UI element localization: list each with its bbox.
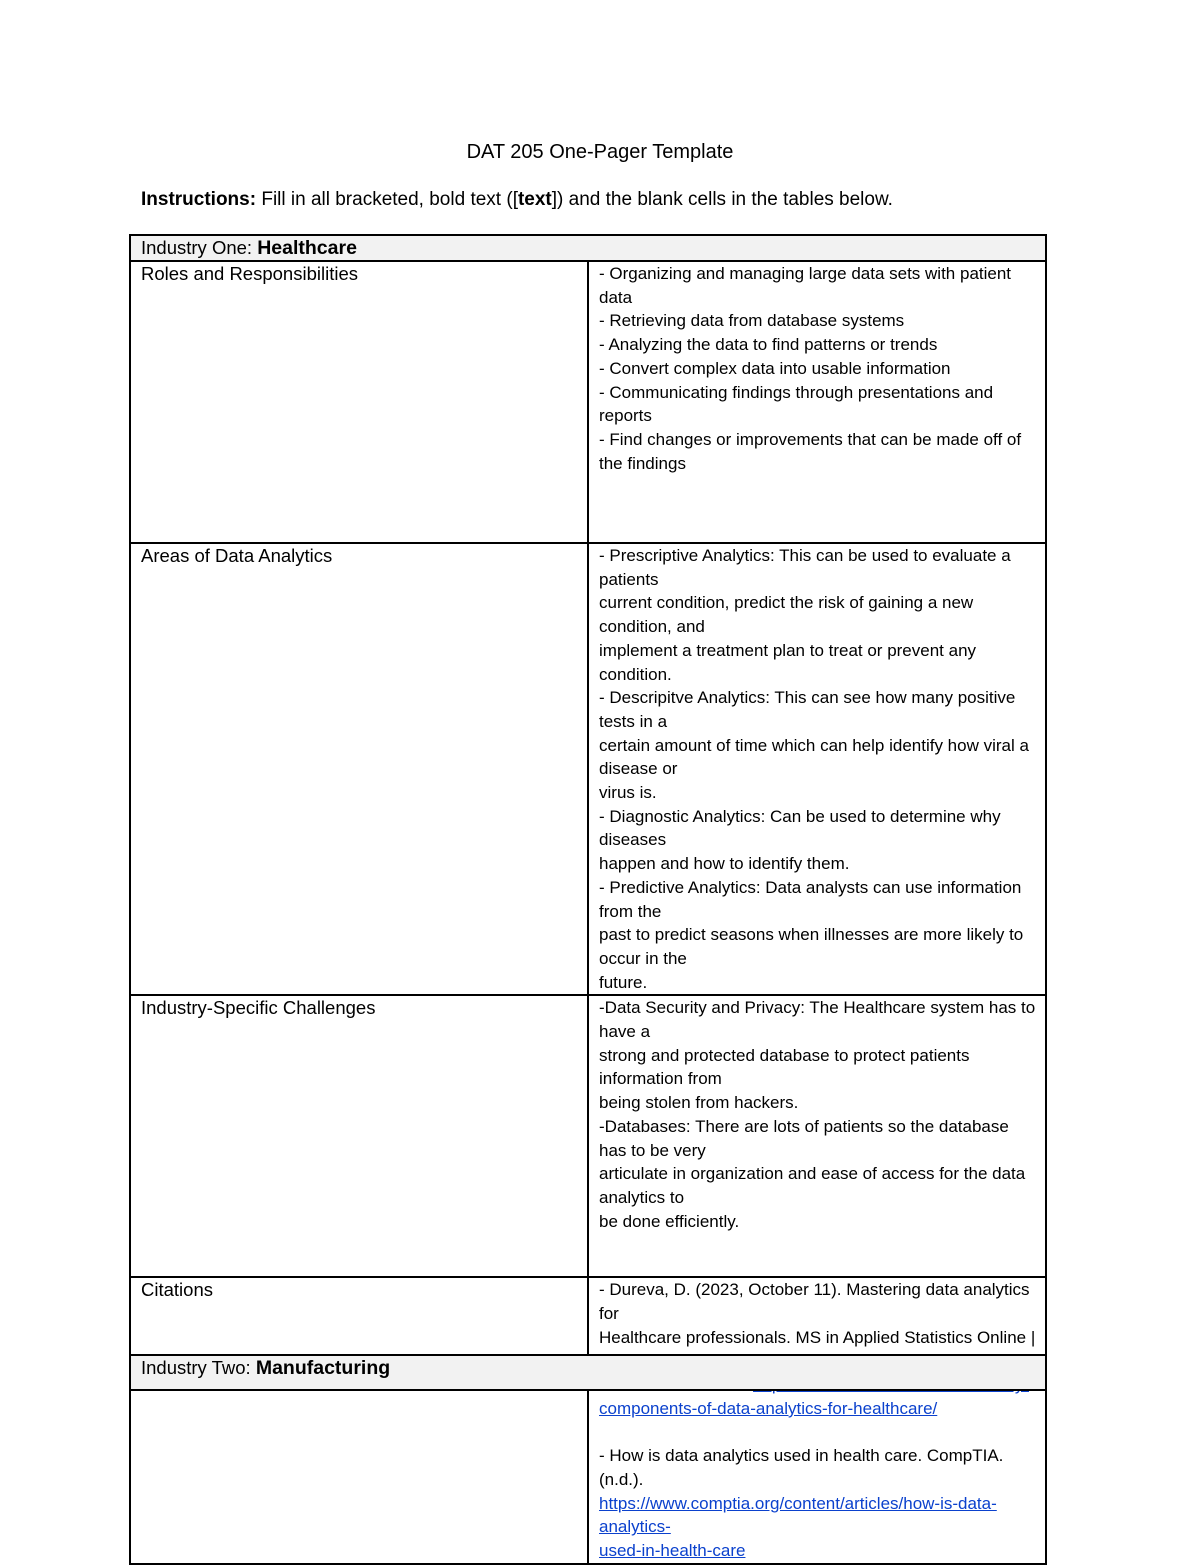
challenges-content-cell[interactable] [588,995,1046,1277]
industry-one-header-row [130,235,1046,261]
roles-row [130,261,1046,543]
areas-line: - Predictive Analytics: Data analysts can use information from the [599,877,1022,921]
areas-line: virus is. [599,783,657,803]
areas-line: - Prescriptive Analytics: This can be used to evaluate a patients [599,546,1011,589]
citation-1-line: Healthcare professionals. MS in Applied Statistics Online | [599,1327,1036,1347]
citations-content-cell[interactable] [588,1277,1046,1563]
roles-line: - Retrieving data from database systems [599,311,905,331]
roles-line: - Communicating findings through presentations and reports [599,382,994,426]
bracket-word: text [517,189,552,210]
roles-line: - Find changes or improvements that can be made off of the findings [599,429,1022,473]
instructions-text-before: Fill in all bracketed, bold text ( [256,189,513,210]
challenges-line: articulate in organization and ease of access for the data analytics to [599,1164,1026,1207]
challenges-line: -Databases: There are lots of patients so the database has to be very [599,1116,1009,1160]
roles-label: Roles and Responsibilities [141,263,358,284]
citation-2-line: - How is data analytics used in health care. CompTIA. (n.d.). [599,1446,1004,1489]
industry-two-header-row [130,1355,1046,1390]
citation-2-line [599,1492,1037,1539]
areas-row [130,543,1046,995]
citation-2-line [599,1539,1037,1563]
bracket-open: [ [512,189,518,210]
industry-one-prefix: Industry One: [141,237,258,258]
citation-2-link-continued[interactable]: used-in-health-care [599,1541,746,1561]
areas-label: Areas of Data Analytics [141,545,333,566]
areas-line: - Diagnostic Analytics: Can be used to determine why diseases [599,806,1001,850]
page-title: DAT 205 One-Pager Template [466,141,734,163]
areas-line: happen and how to identify them. [599,854,850,874]
instructions-label: Instructions: [141,189,257,210]
areas-label-cell [130,543,588,995]
industry-two-header-cell[interactable] [130,1355,1046,1390]
citations-row [130,1277,1046,1563]
roles-line: - Convert complex data into usable information [599,358,951,378]
challenges-label: Industry-Specific Challenges [141,997,376,1019]
areas-line: current condition, predict the risk of gaining a new condition, and [599,593,974,637]
areas-line: past to predict seasons when illnesses are more likely to occur in the [599,925,1024,968]
citation-1-link-continued[interactable]: components-of-data-analytics-for-healthcare/ [599,1398,938,1418]
instructions-paragraph [141,187,1061,213]
roles-line: - Analyzing the data to find patterns or trends [599,335,938,355]
areas-line: implement a treatment plan to treat or prevent any condition. [599,640,977,684]
challenges-label-cell [130,995,588,1277]
industry-two-name: Manufacturing [255,1357,391,1379]
challenges-line: be done efficiently. [599,1211,740,1231]
instructions-text-after: ) and the blank cells in the tables below. [557,189,893,210]
areas-line: certain amount of time which can help identify how viral a disease or [599,735,1029,779]
citation-spacer [599,1421,1037,1445]
industry-two-prefix: Industry Two: [141,1357,256,1378]
challenges-line: strong and protected database to protect patients information from [599,1045,970,1089]
citations-label: Citations [141,1279,213,1301]
areas-line: - Descripitve Analytics: This can see how many positive tests in a [599,688,1016,731]
industry-one-header-cell[interactable] [130,235,1046,261]
citations-label-cell [130,1277,588,1563]
bracket-close: ] [551,189,558,210]
citation-2-link[interactable]: https://www.comptia.org/content/articles/how-is-data-analytics- [599,1493,997,1537]
citation-1-line [599,1397,1037,1421]
areas-content-cell[interactable] [588,543,1046,995]
areas-line: future. [599,972,648,992]
roles-content-cell[interactable] [588,261,1046,543]
industry-one-name: Healthcare [257,237,357,259]
challenges-line: being stolen from hackers. [599,1093,799,1113]
challenges-row [130,995,1046,1277]
roles-line: - Organizing and managing large data sets with patient data [599,264,1012,307]
industry-two-table [129,1354,1047,1391]
roles-label-cell [130,261,588,543]
challenges-line: -Data Security and Privacy: The Healthcare system has to have a [599,998,1036,1042]
citation-1-line: - Dureva, D. (2023, October 11). Mastering data analytics for [599,1280,1030,1324]
